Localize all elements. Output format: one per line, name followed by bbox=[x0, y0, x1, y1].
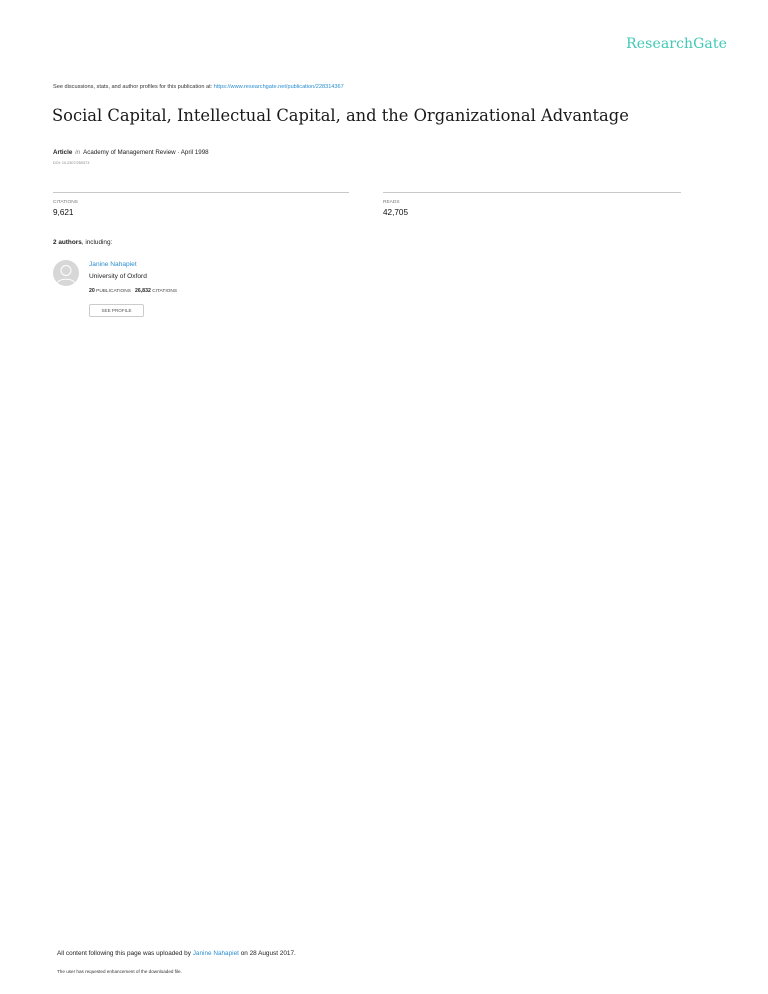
intro-text: See discussions, stats, and author profiles for this publication at: bbox=[53, 84, 214, 90]
intro-line bbox=[53, 84, 344, 90]
author-name-link[interactable]: Janine Nahapiet bbox=[89, 261, 137, 268]
author-institution: University of Oxford bbox=[89, 273, 147, 280]
upload-info bbox=[57, 950, 296, 957]
publication-title: Social Capital, Intellectual Capital, and the Organizational Advantage bbox=[52, 106, 629, 125]
authors-heading bbox=[53, 239, 112, 246]
researchgate-logo: ResearchGate bbox=[626, 36, 727, 52]
citations-divider bbox=[53, 192, 349, 193]
upload-suffix: on 28 August 2017. bbox=[238, 950, 296, 957]
author-stats bbox=[89, 288, 177, 294]
enhancement-note: The user has requested enhancement of the downloaded file. bbox=[57, 969, 182, 974]
uploader-link[interactable]: Janine Nahapiet bbox=[192, 950, 239, 957]
citations-value: 9,621 bbox=[53, 208, 74, 217]
authors-count: 2 authors bbox=[53, 239, 82, 246]
author-publications-count: 20 bbox=[89, 288, 95, 294]
in-word: in bbox=[75, 149, 81, 156]
reads-value: 42,705 bbox=[383, 208, 409, 217]
publication-url-link[interactable]: https://www.researchgate.net/publication/228314367 bbox=[213, 84, 344, 90]
publication-type: Article bbox=[53, 149, 73, 156]
reads-divider bbox=[383, 192, 681, 193]
authors-suffix: , including: bbox=[81, 239, 113, 246]
citations-label: CITATIONS bbox=[53, 200, 78, 205]
publication-venue-date: Academy of Management Review · April 1998 bbox=[83, 149, 209, 156]
reads-label: READS bbox=[383, 200, 400, 205]
author-avatar-icon[interactable] bbox=[53, 260, 79, 286]
publication-meta bbox=[53, 149, 209, 156]
see-profile-button[interactable]: SEE PROFILE bbox=[89, 304, 144, 317]
publication-doi: DOI: 10.2307/259373 bbox=[53, 161, 90, 165]
author-publications-label: PUBLICATIONS bbox=[96, 289, 131, 294]
upload-prefix: All content following this page was uploaded by bbox=[57, 950, 193, 957]
author-citations-count: 26,832 bbox=[134, 288, 151, 294]
author-citations-label: CITATIONS bbox=[152, 289, 178, 294]
